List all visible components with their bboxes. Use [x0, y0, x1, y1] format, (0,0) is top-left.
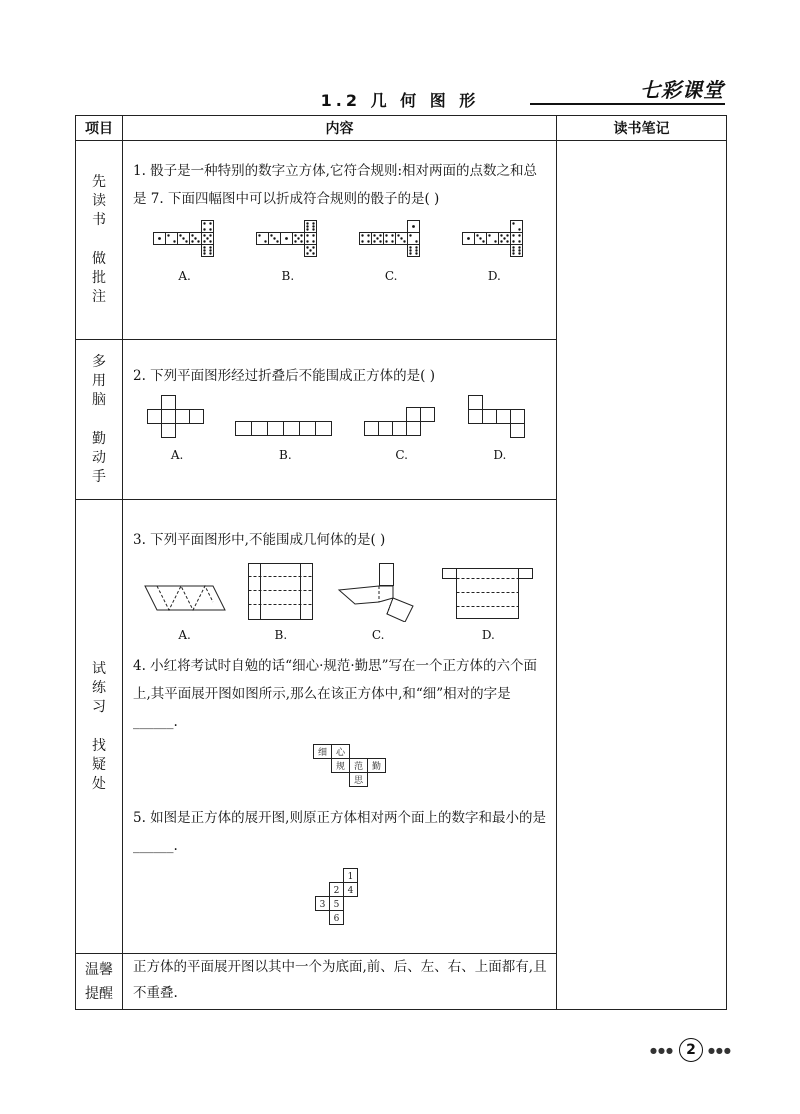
net-number-2: 2: [333, 886, 340, 896]
question-1-options: [123, 217, 556, 283]
net-number-3: 3: [319, 900, 326, 910]
q3-option-c: C.: [335, 562, 421, 642]
net-char-xi: 细: [317, 748, 328, 758]
question-3-text: 3. 下列平面图形中,不能围成几何体的是( ): [133, 532, 386, 548]
col-header-item: 项目: [76, 116, 123, 141]
prism-net-b: [246, 562, 316, 622]
question-4-text: 4. 小红将考试时自勉的话“细心·规范·勤思”写在一个正方体的六个面上,其平面展开图如图所示,那么在该正方体中,和“细”相对的字是______.: [133, 658, 538, 730]
col-header-notes: 读书笔记: [557, 116, 727, 141]
section-label-read: 先 读 书 做 批 注: [76, 141, 123, 340]
section-content-think: [123, 340, 557, 500]
section-label-think: 多 用 脑 勤 动 手: [76, 340, 123, 500]
page-title: 1.2 几 何 图 形: [320, 91, 480, 110]
question-2-text: 2. 下列平面图形经过折叠后不能围成正方体的是( ): [133, 368, 435, 384]
question-3-options: [123, 562, 556, 642]
cube-net-b: [234, 394, 336, 442]
section-content-practice: [123, 500, 557, 954]
dice-net-c: [359, 217, 423, 263]
q3-option-b: B.: [246, 562, 316, 642]
number-cube-net: [315, 868, 375, 932]
net-number-5: 5: [333, 900, 340, 910]
net-char-gui: 规: [335, 762, 346, 772]
cube-net-d: [467, 394, 533, 442]
content-table: [75, 115, 727, 1010]
q3-option-d: D.: [440, 562, 536, 642]
tip-text: 正方体的平面展开图以其中一个为底面,前、后、左、右、上面都有,且不重叠.: [133, 959, 547, 1001]
prism-net-d: [440, 562, 536, 622]
brand-logo: 七彩课堂: [640, 78, 724, 102]
dice-net-b: [256, 217, 320, 263]
section-content-tip: [123, 954, 557, 1010]
cube-net-c: [363, 394, 441, 442]
col-header-content: 内容: [123, 116, 557, 141]
net-char-xin: 心: [335, 748, 346, 758]
q2-option-d: D.: [467, 394, 533, 462]
q2-option-b: B.: [234, 394, 336, 462]
question-4-figure: [313, 744, 556, 798]
q2-option-c: C.: [363, 394, 441, 462]
net-number-6: 6: [333, 914, 340, 924]
page-number: 2: [679, 1038, 703, 1062]
q3-option-a: A.: [143, 562, 227, 642]
dice-net-a: [153, 217, 217, 263]
page-number-badge: ●●● 2 ●●●: [650, 1038, 732, 1062]
net-char-si: 思: [353, 776, 364, 786]
word-cube-net: [313, 744, 393, 794]
section-label-practice: 试 练 习 找 疑 处: [76, 500, 123, 954]
question-5-figure: [315, 868, 556, 936]
q1-option-d: D.: [462, 217, 526, 283]
cube-net-a: [146, 394, 208, 442]
q1-option-b: B.: [256, 217, 320, 283]
prism-net-a: [143, 562, 227, 622]
net-char-fan: 范: [353, 762, 364, 772]
net-char-qin: 勤: [371, 762, 382, 772]
dice-net-d: [462, 217, 526, 263]
net-number-1: 1: [347, 872, 354, 882]
q1-option-a: A.: [153, 217, 217, 283]
net-number-4: 4: [347, 886, 354, 896]
notes-area: [557, 141, 727, 1010]
prism-net-c: [335, 562, 421, 622]
question-1-text: 1. 骰子是一种特别的数字立方体,它符合规则:相对两面的点数之和总是 7. 下面四幅图中可以折成符合规则的骰子的是( ): [133, 163, 538, 207]
question-2-options: [123, 394, 556, 462]
section-label-tip: 温馨 提醒: [76, 954, 123, 1010]
section-content-read: [123, 141, 557, 340]
question-5-text: 5. 如图是正方体的展开图,则原正方体相对两个面上的数字和最小的是______.: [133, 810, 546, 854]
q1-option-c: C.: [359, 217, 423, 283]
q2-option-a: A.: [146, 394, 208, 462]
